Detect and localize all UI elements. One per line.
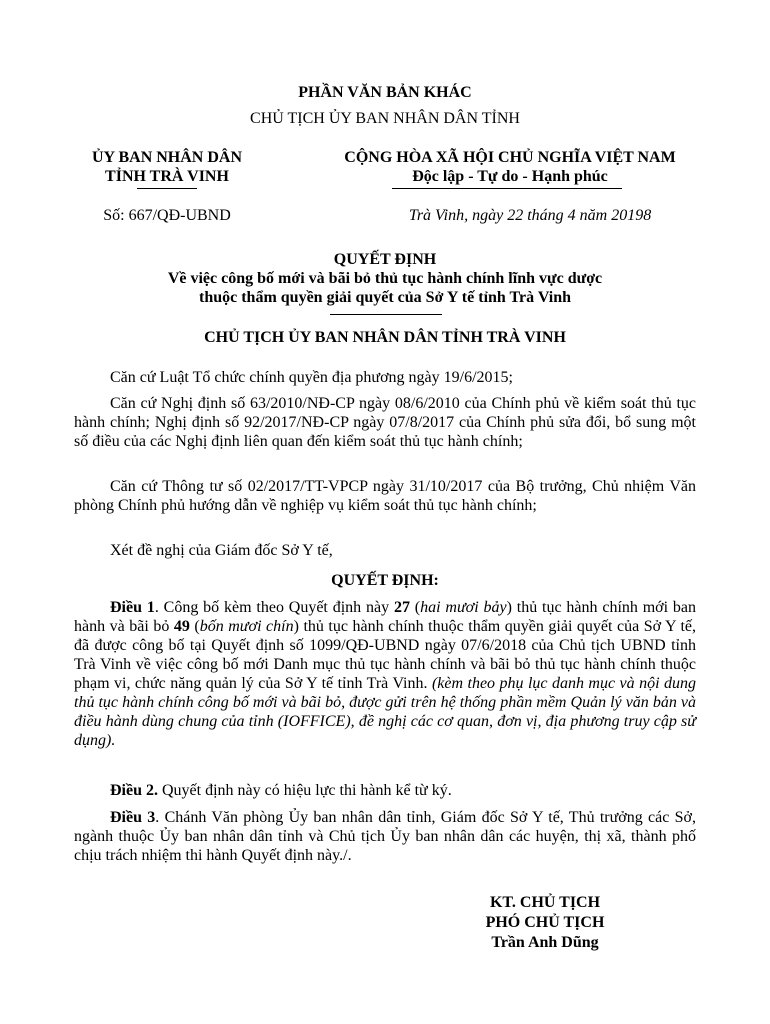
title-divider — [330, 314, 442, 315]
document-number: Số: 667/QĐ-UBND — [103, 207, 231, 224]
issuing-authority: CHỦ TỊCH ỦY BAN NHÂN DÂN TỈNH TRÀ VINH — [204, 329, 566, 346]
article-1-label: Điều 1 — [110, 599, 155, 616]
new-procedure-count-words: hai mươi bảy — [420, 599, 507, 616]
abolished-procedure-count: 49 — [173, 618, 190, 635]
legal-basis-text: Căn cứ Luật Tổ chức chính quyền địa phương ngày 19/6/2015; — [110, 369, 513, 386]
article-1-note: (kèm theo phụ lục danh mục và nội dung thủ tục hành chính công bố mới và bãi bỏ, được gửi trên hệ thống phần mềm Quản lý văn bản và điều hành dùng chung của tỉnh (IOFFICE), đề nghị các cơ quan, đơn vị, địa phương truy cập sử dụng). — [74, 675, 697, 749]
article-1-text: ( — [189, 618, 200, 635]
org-divider — [137, 188, 197, 189]
issuing-org-line1: ỦY BAN NHÂN DÂN — [91, 149, 243, 166]
article-3 — [74, 808, 696, 865]
article-1-text: ( — [409, 599, 421, 616]
signer-name: Trần Anh Dũng — [491, 934, 599, 951]
article-2-label: Điều 2. — [110, 782, 158, 799]
article-1 — [74, 598, 696, 750]
motto-divider — [392, 188, 622, 189]
article-3-text: . Chánh Văn phòng Ủy ban nhân dân tỉnh, Giám đốc Sở Y tế, Thủ trưởng các Sở, ngành thuộc Ủy ban nhân dân tỉnh và Chủ tịch Ủy ban nhân dân các huyện, thị xã, thành phố chịu trách nhiệm thi hành Quyết định này./. — [74, 809, 697, 864]
issuing-org-line2: TỈNH TRÀ VINH — [105, 168, 229, 185]
legal-basis-3 — [74, 477, 696, 515]
national-motto: Độc lập - Tự do - Hạnh phúc — [412, 168, 608, 185]
place-date: Trà Vinh, ngày 22 tháng 4 năm 20198 — [408, 207, 652, 224]
proposal-basis — [74, 541, 696, 560]
decision-subject-line2: thuộc thẩm quyền giải quyết của Sở Y tế tỉnh Trà Vinh — [198, 289, 572, 306]
article-3-label: Điều 3 — [110, 809, 156, 826]
legal-basis-text: Căn cứ Thông tư số 02/2017/TT-VPCP ngày 31/10/2017 của Bộ trưởng, Chủ nhiệm Văn phòng Chính phủ hướng dẫn về nghiệp vụ kiểm soát thủ tục hành chính; — [74, 478, 696, 514]
abolished-procedure-count-words: bốn mươi chín — [199, 618, 294, 635]
decision-title: QUYẾT ĐỊNH — [333, 251, 437, 268]
article-1-text: . Công bố kèm theo Quyết định này — [154, 599, 394, 616]
article-2 — [74, 781, 696, 800]
article-2-text: Quyết định này có hiệu lực thi hành kể từ ký. — [158, 782, 452, 799]
legal-basis-text: Căn cứ Nghị định số 63/2010/NĐ-CP ngày 08/6/2010 của Chính phủ về kiểm soát thủ tục hành chính; Nghị định số 92/2017/NĐ-CP ngày 07/8/2017 của Chính phủ sửa đổi, bổ sung một số điều của các Nghị định liên quan đến kiểm soát thủ tục hành chính; — [74, 395, 696, 450]
section-heading: PHẦN VĂN BẢN KHÁC — [298, 84, 472, 101]
article-1-text: ) thủ tục hành chính thuộc thẩm quyền giải quyết của Sở Y tế, đã được công bố tại Quyết định số 1099/QĐ-UBND ngày 07/6/2018 của Chủ tịch UBND tỉnh Trà Vinh về việc công bố mới Danh mục thủ tục hành chính và bãi bỏ thủ tục hành chính thuộc phạm vi, chức năng quản lý của Sở Y tế tỉnh Trà Vinh. — [74, 618, 697, 692]
legal-basis-1 — [74, 368, 696, 387]
article-1-text: ) thủ tục hành chính mới ban hành và bãi bỏ — [74, 599, 697, 635]
signature-title-2: PHÓ CHỦ TỊCH — [485, 914, 605, 931]
national-title: CỘNG HÒA XÃ HỘI CHỦ NGHĨA VIỆT NAM — [344, 149, 676, 166]
proposal-text: Xét đề nghị của Giám đốc Sở Y tế, — [110, 542, 333, 559]
decision-subject-line1: Về việc công bố mới và bãi bỏ thủ tục hành chính lĩnh vực dược — [167, 270, 603, 287]
signature-title-1: KT. CHỦ TỊCH — [489, 894, 601, 911]
decides-heading: QUYẾT ĐỊNH: — [331, 572, 439, 589]
section-subheading: CHỦ TỊCH ỦY BAN NHÂN DÂN TỈNH — [250, 110, 520, 127]
legal-basis-2 — [74, 394, 696, 451]
new-procedure-count: 27 — [393, 599, 410, 616]
